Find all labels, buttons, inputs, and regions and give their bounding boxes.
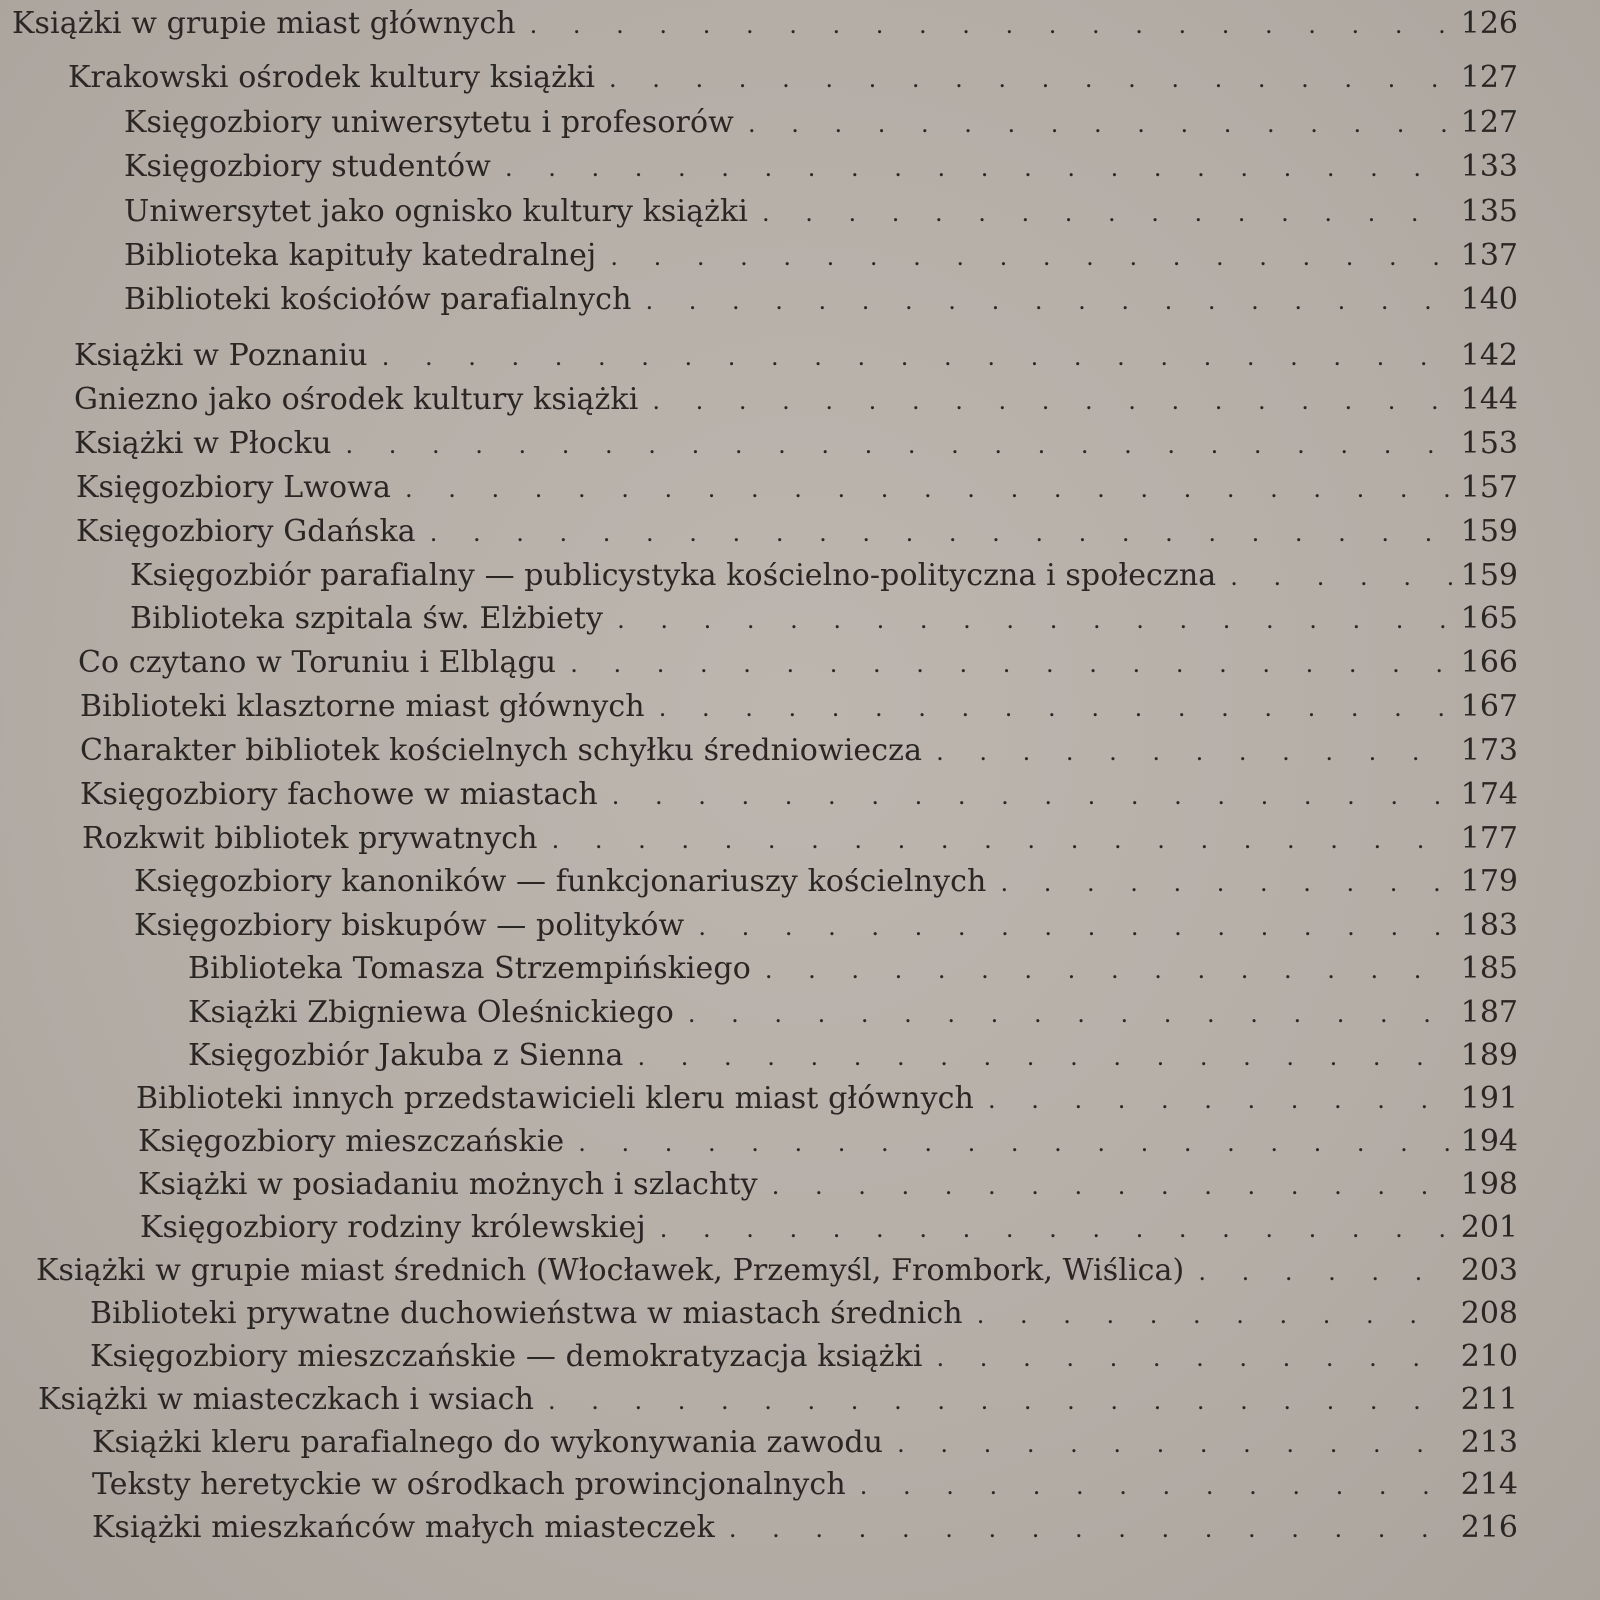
dot-leader bbox=[609, 59, 1455, 99]
toc-entry-page: 144 bbox=[1460, 382, 1518, 417]
toc-entry-title: Książki w grupie miast głównych bbox=[12, 6, 516, 41]
toc-entry bbox=[92, 1508, 1518, 1548]
toc-entry-title: Księgozbiory rodziny królewskiej bbox=[140, 1210, 646, 1245]
toc-entry-page: 203 bbox=[1460, 1253, 1518, 1288]
toc-entry bbox=[124, 236, 1518, 276]
dot-leader bbox=[936, 732, 1455, 772]
dot-leader bbox=[762, 193, 1455, 233]
toc-entry-page: 135 bbox=[1460, 194, 1518, 229]
toc-entry bbox=[74, 424, 1518, 464]
toc-entry bbox=[124, 192, 1518, 232]
dot-leader bbox=[860, 1466, 1455, 1506]
toc-entry-page: 159 bbox=[1460, 514, 1518, 549]
dot-leader bbox=[346, 425, 1455, 465]
toc-entry-title: Biblioteki innych przedstawicieli kleru miast głównych bbox=[136, 1081, 974, 1116]
dot-leader bbox=[552, 820, 1455, 860]
dot-leader bbox=[382, 337, 1455, 377]
toc-entry-title: Uniwersytet jako ognisko kultury książki bbox=[124, 194, 748, 229]
toc-entry-title: Co czytano w Toruniu i Elblągu bbox=[78, 645, 557, 680]
toc-entry bbox=[76, 468, 1518, 508]
toc-entry-title: Biblioteka kapituły katedralnej bbox=[124, 238, 597, 273]
toc-entry bbox=[124, 103, 1518, 143]
toc-entry bbox=[130, 599, 1518, 639]
toc-entry bbox=[12, 4, 1518, 44]
dot-leader bbox=[1230, 557, 1454, 597]
toc-entry bbox=[38, 1380, 1518, 1420]
dot-leader bbox=[660, 1209, 1455, 1249]
toc-entry bbox=[140, 1208, 1518, 1248]
dot-leader bbox=[748, 104, 1455, 144]
toc-entry-page: 133 bbox=[1460, 149, 1518, 184]
toc-entry-page: 159 bbox=[1460, 558, 1518, 593]
dot-leader bbox=[405, 469, 1455, 509]
dot-leader bbox=[570, 644, 1455, 684]
toc-entry-page: 211 bbox=[1460, 1382, 1518, 1417]
toc-entry bbox=[80, 687, 1518, 727]
toc-entry-page: 183 bbox=[1460, 908, 1518, 943]
toc-entry-page: 127 bbox=[1460, 60, 1518, 95]
toc-entry bbox=[80, 731, 1518, 771]
toc-entry-title: Teksty heretyckie w ośrodkach prowincjonalnych bbox=[92, 1467, 846, 1502]
dot-leader bbox=[1198, 1252, 1454, 1292]
dot-leader bbox=[688, 994, 1455, 1034]
toc-entry-title: Księgozbiór parafialny — publicystyka kościelno-polityczna i społeczna bbox=[130, 558, 1217, 593]
toc-entry-title: Księgozbiory fachowe w miastach bbox=[80, 777, 598, 812]
toc-entry-title: Krakowski ośrodek kultury książki bbox=[68, 60, 596, 95]
toc-entry bbox=[82, 819, 1518, 859]
toc-entry bbox=[188, 1036, 1518, 1076]
toc-entry bbox=[90, 1337, 1518, 1377]
toc-entry-page: 214 bbox=[1460, 1467, 1518, 1502]
toc-entry-title: Książki mieszkańców małych miasteczek bbox=[92, 1510, 715, 1545]
toc-entry-page: 126 bbox=[1460, 6, 1518, 41]
toc-entry bbox=[74, 380, 1518, 420]
toc-entry bbox=[124, 280, 1518, 320]
toc-entry-title: Biblioteki klasztorne miast głównych bbox=[80, 689, 645, 724]
toc-entry bbox=[74, 336, 1518, 376]
dot-leader bbox=[729, 1509, 1455, 1549]
toc-entry-title: Książki w miasteczkach i wsiach bbox=[38, 1382, 534, 1417]
dot-leader bbox=[765, 950, 1455, 990]
toc-entry-page: 213 bbox=[1460, 1425, 1518, 1460]
toc-entry bbox=[90, 1294, 1518, 1334]
dot-leader bbox=[646, 281, 1455, 321]
dot-leader bbox=[505, 148, 1455, 188]
toc-entry-page: 191 bbox=[1460, 1081, 1518, 1116]
toc-entry-title: Książki kleru parafialnego do wykonywania zawodu bbox=[92, 1425, 884, 1460]
toc-entry-title: Biblioteki kościołów parafialnych bbox=[124, 282, 632, 317]
toc-entry bbox=[92, 1423, 1518, 1463]
dot-leader bbox=[578, 1123, 1454, 1163]
toc-entry-page: 167 bbox=[1460, 689, 1518, 724]
dot-leader bbox=[637, 1037, 1454, 1077]
dot-leader bbox=[977, 1295, 1455, 1335]
toc-entry-title: Biblioteka szpitala św. Elżbiety bbox=[130, 601, 604, 636]
toc-entry-title: Charakter bibliotek kościelnych schyłku średniowiecza bbox=[80, 733, 923, 768]
toc-entry-title: Rozkwit bibliotek prywatnych bbox=[82, 821, 538, 856]
dot-leader bbox=[652, 381, 1454, 421]
toc-entry-page: 185 bbox=[1460, 951, 1518, 986]
dot-leader bbox=[988, 1080, 1455, 1120]
dot-leader bbox=[772, 1166, 1455, 1206]
toc-entry-page: 208 bbox=[1460, 1296, 1518, 1331]
toc-entry bbox=[138, 1122, 1518, 1162]
toc-entry-page: 173 bbox=[1460, 733, 1518, 768]
toc-entry-title: Księgozbiory mieszczańskie — demokratyzacja książki bbox=[90, 1339, 923, 1374]
dot-leader bbox=[610, 237, 1454, 277]
toc-entry bbox=[124, 147, 1518, 187]
toc-entry-page: 165 bbox=[1460, 601, 1518, 636]
toc-entry-title: Księgozbiory biskupów — polityków bbox=[134, 908, 685, 943]
toc-entry bbox=[134, 906, 1518, 946]
toc-entry-title: Biblioteka Tomasza Strzempińskiego bbox=[188, 951, 751, 986]
toc-entry-page: 157 bbox=[1460, 470, 1518, 505]
toc-entry-page: 201 bbox=[1460, 1210, 1518, 1245]
toc-entry bbox=[80, 775, 1518, 815]
toc-entry-title: Księgozbiory uniwersytetu i profesorów bbox=[124, 105, 734, 140]
toc-entry bbox=[134, 862, 1518, 902]
dot-leader bbox=[937, 1338, 1455, 1378]
toc-entry-page: 140 bbox=[1460, 282, 1518, 317]
toc-entry-page: 179 bbox=[1460, 864, 1518, 899]
toc-entry-title: Książki w Poznaniu bbox=[74, 338, 368, 373]
dot-leader bbox=[548, 1381, 1455, 1421]
toc-entry bbox=[92, 1465, 1518, 1505]
toc-entry-title: Książki w posiadaniu możnych i szlachty bbox=[138, 1167, 758, 1202]
toc-entry bbox=[188, 993, 1518, 1033]
toc-entry-title: Księgozbiory Lwowa bbox=[76, 470, 391, 505]
dot-leader bbox=[612, 776, 1455, 816]
toc-entry-title: Księgozbiory studentów bbox=[124, 149, 491, 184]
dot-leader bbox=[1000, 863, 1454, 903]
toc-entry-title: Księgozbiór Jakuba z Sienna bbox=[188, 1038, 624, 1073]
toc-entry-page: 166 bbox=[1460, 645, 1518, 680]
dot-leader bbox=[698, 907, 1454, 947]
toc-entry-page: 177 bbox=[1460, 821, 1518, 856]
toc-entry bbox=[188, 949, 1518, 989]
toc-entry-page: 137 bbox=[1460, 238, 1518, 273]
toc-entry bbox=[76, 512, 1518, 552]
toc-entry-title: Książki Zbigniewa Oleśnickiego bbox=[188, 995, 674, 1030]
toc-entry-title: Gniezno jako ośrodek kultury książki bbox=[74, 382, 639, 417]
toc-entry-title: Biblioteki prywatne duchowieństwa w miastach średnich bbox=[90, 1296, 963, 1331]
toc-entry bbox=[138, 1165, 1518, 1205]
toc-entry bbox=[68, 58, 1518, 98]
toc-entry-title: Książki w Płocku bbox=[74, 426, 332, 461]
toc-entry-page: 216 bbox=[1460, 1510, 1518, 1545]
toc-entry bbox=[136, 1079, 1518, 1119]
toc-entry-page: 127 bbox=[1460, 105, 1518, 140]
dot-leader bbox=[659, 688, 1455, 728]
toc-entry-page: 174 bbox=[1460, 777, 1518, 812]
toc-entry bbox=[36, 1251, 1518, 1291]
toc-entry-page: 153 bbox=[1460, 426, 1518, 461]
toc-entry-title: Księgozbiory kanoników — funkcjonariuszy kościelnych bbox=[134, 864, 987, 899]
toc-entry-page: 198 bbox=[1460, 1167, 1518, 1202]
toc-entry-page: 194 bbox=[1460, 1124, 1518, 1159]
toc-entry-title: Książki w grupie miast średnich (Włocławek, Przemyśl, Frombork, Wiślica) bbox=[36, 1253, 1185, 1288]
dot-leader bbox=[897, 1424, 1455, 1464]
toc-entry-page: 210 bbox=[1460, 1339, 1518, 1374]
toc-entry-title: Księgozbiory Gdańska bbox=[76, 514, 416, 549]
dot-leader bbox=[617, 600, 1455, 640]
toc-entry-page: 187 bbox=[1460, 995, 1518, 1030]
dot-leader bbox=[430, 513, 1455, 553]
toc-entry-title: Księgozbiory mieszczańskie bbox=[138, 1124, 565, 1159]
toc-entry bbox=[130, 556, 1518, 596]
dot-leader bbox=[530, 5, 1455, 45]
toc-entry-page: 142 bbox=[1460, 338, 1518, 373]
toc-entry-page: 189 bbox=[1460, 1038, 1518, 1073]
toc-entry bbox=[78, 643, 1518, 683]
